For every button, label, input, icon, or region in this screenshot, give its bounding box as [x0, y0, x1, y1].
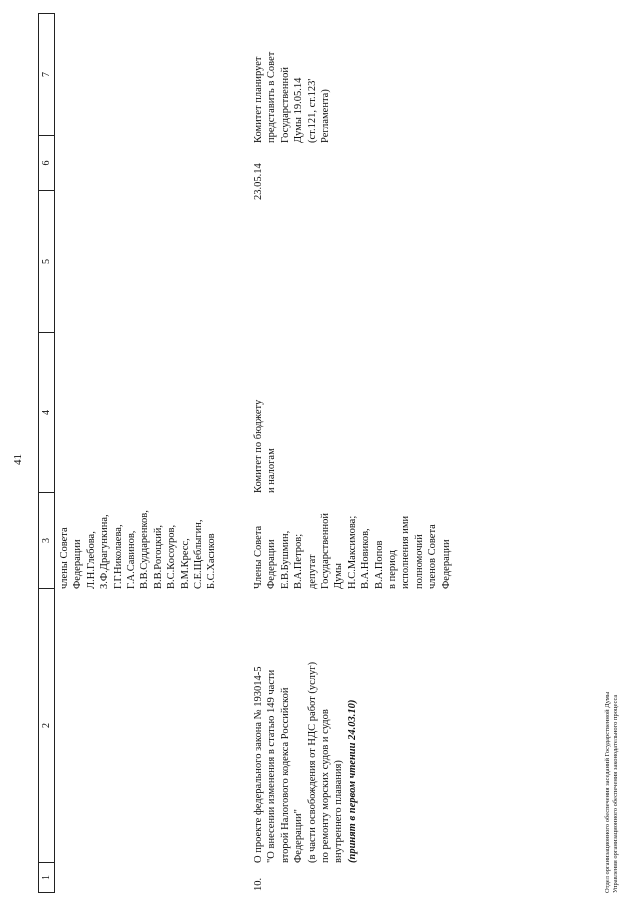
- header-col-1: 1: [39, 862, 54, 892]
- row10-col2: О проекте федерального закона № 193014-5 "О внесении изменения в статью 149 части второй Налогового кодекса Российской Федерации" (в части освобождения от НДС работ (услуг) по ремонту морских судов и судов внутреннего плавания) (принят в первом чтении 24.03.10): [253, 661, 358, 863]
- row10-col3: Члены Совета Федерации Е.В.Бушмин, В.А.Петров; депутат Государственной Думы Н.С.Максимова; В.А.Новиков, В.А.Попов в период исполнения ими полномочий членов Совета Федерации: [253, 513, 452, 589]
- header-col-6: 6: [39, 135, 54, 190]
- header-col-2: 2: [39, 588, 54, 862]
- table-header: [38, 13, 55, 893]
- row10-col4: Комитет по бюджету и налогам: [253, 399, 278, 493]
- page-number: 41: [12, 454, 24, 465]
- row10-col6: 23.05.14: [253, 163, 264, 200]
- row10-number: 10.: [253, 877, 264, 891]
- row10-col7: Комитет планирует представить в Совет Государственной Думы 19.05.14 (ст.121, ст.123' Регламента): [253, 51, 332, 143]
- prev-row-col3: члены Совета Федерации Л.Н.Глебова, З.Ф.Драгункина, Г.Г.Николаева, Г.А.Савинов, В.В.Суддаренков, В.В.Рогоцкий, В.С.Косоуров, В.М.Кресс, С.Е.Щеблыгин, Б.С.Хасиков: [59, 510, 218, 589]
- header-col-4: 4: [39, 332, 54, 492]
- footer: Отдел организационного обеспечения заседаний Государственной Думы Управления организационного обеспечения законодательного процесса: [604, 691, 619, 893]
- header-col-3: 3: [39, 492, 54, 588]
- row10-first-reading-note: (принят в первом чтении 24.03.10): [346, 699, 358, 863]
- header-col-5: 5: [39, 190, 54, 332]
- header-col-7: 7: [41, 72, 52, 77]
